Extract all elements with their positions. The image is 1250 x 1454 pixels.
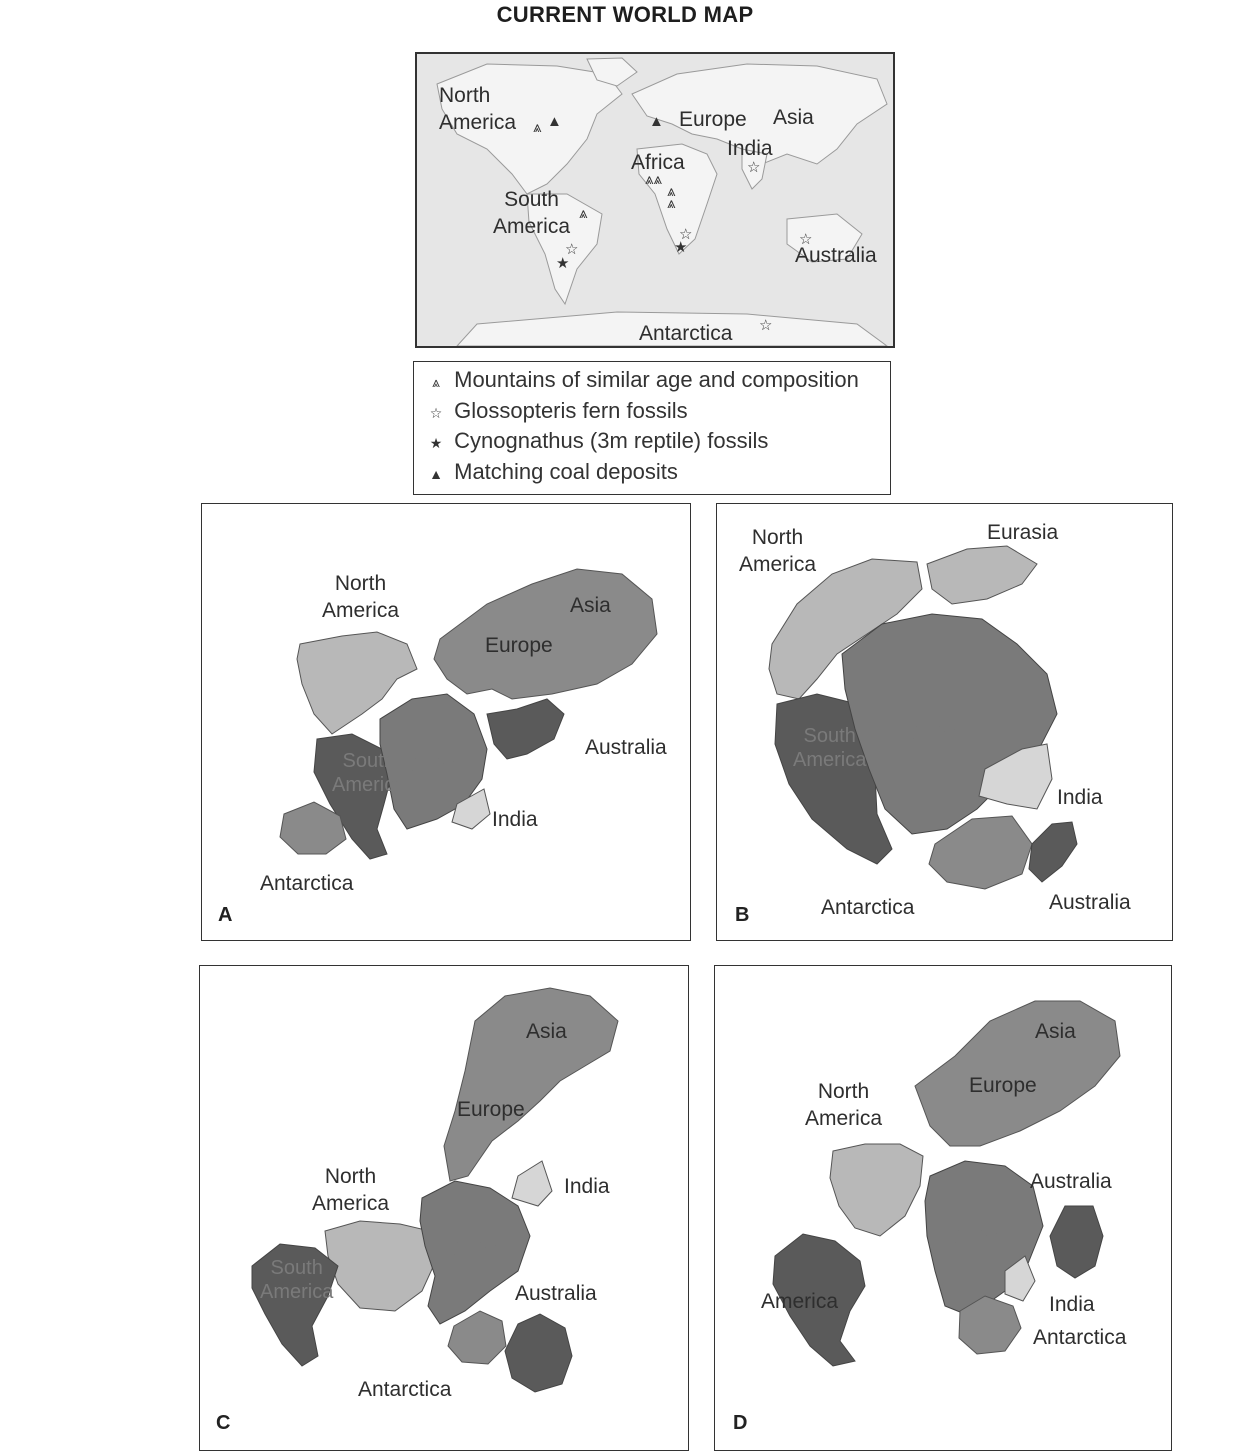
- b-label-eurasia: Eurasia: [987, 521, 1059, 544]
- a-australia-shape: [487, 699, 564, 759]
- option-a-map[interactable]: [201, 503, 691, 941]
- d-label-antarctica: Antarctica: [1033, 1326, 1127, 1349]
- c-label-africa: Africa: [452, 1239, 504, 1261]
- d-label-africa: Africa: [953, 1227, 1005, 1249]
- c-label-antarctica: Antarctica: [358, 1378, 452, 1401]
- d-label-asia: Asia: [1035, 1020, 1076, 1043]
- current-world-map: [415, 52, 895, 348]
- c-antarctica-shape: [448, 1311, 506, 1364]
- filled-star-icon: ★: [674, 239, 688, 256]
- d-label-north-america: North America: [805, 1080, 883, 1130]
- b-label-north-america: North America: [739, 526, 817, 576]
- world-label-south-america: South America: [493, 188, 571, 238]
- mountain-icon: ⩓: [667, 195, 676, 212]
- map-legend: [413, 361, 891, 495]
- mountain-icon: ⩓: [432, 374, 440, 390]
- coal-deposit-icon: ▲: [649, 113, 664, 130]
- c-eurasia-shape: [444, 988, 618, 1181]
- world-label-europe: Europe: [679, 108, 747, 131]
- open-star-icon: ☆: [799, 231, 813, 248]
- b-label-africa: Africa: [911, 723, 963, 745]
- b-label-south-america: South America: [793, 725, 867, 771]
- b-label-australia: Australia: [1049, 891, 1131, 914]
- open-star-icon: ☆: [679, 226, 693, 243]
- mountain-icon: ⩓: [533, 119, 542, 136]
- world-label-antarctica: Antarctica: [639, 322, 733, 345]
- world-label-africa: Africa: [631, 151, 685, 174]
- d-label-south-america: America: [761, 1290, 839, 1313]
- d-label-europe: Europe: [969, 1074, 1037, 1097]
- a-label-australia: Australia: [585, 736, 667, 759]
- b-eurasia-shape: [927, 546, 1037, 604]
- a-label-south-america: South America: [332, 750, 406, 796]
- option-b-letter: B: [735, 904, 750, 926]
- c-label-australia: Australia: [515, 1282, 597, 1305]
- world-label-asia: Asia: [773, 106, 814, 129]
- coal-deposit-icon: ▲: [547, 113, 562, 130]
- c-north-america-shape: [325, 1221, 438, 1311]
- c-india-shape: [512, 1161, 552, 1206]
- a-label-asia: Asia: [570, 594, 611, 617]
- filled-star-icon: ★: [429, 435, 443, 451]
- b-label-antarctica: Antarctica: [821, 896, 915, 919]
- open-star-icon: ☆: [759, 317, 773, 334]
- option-c-letter: C: [216, 1412, 231, 1434]
- b-australia-shape: [1029, 822, 1077, 882]
- option-d-map[interactable]: [714, 965, 1172, 1451]
- world-label-north-america: North America: [439, 84, 517, 134]
- open-star-icon: ☆: [565, 241, 579, 258]
- c-label-asia: Asia: [526, 1020, 567, 1043]
- page-title: CURRENT WORLD MAP: [496, 2, 754, 27]
- legend-item-glossopteris: ☆ Glossopteris fern fossils: [424, 398, 688, 424]
- c-label-india: India: [564, 1175, 610, 1198]
- a-label-antarctica: Antarctica: [260, 872, 354, 895]
- d-north-america-shape: [830, 1144, 923, 1236]
- c-australia-shape: [505, 1314, 572, 1392]
- option-c-map[interactable]: [199, 965, 689, 1451]
- a-label-europe: Europe: [485, 634, 553, 657]
- c-label-north-america: North America: [312, 1165, 390, 1215]
- option-b-map[interactable]: [716, 503, 1173, 941]
- open-star-icon: ☆: [747, 159, 761, 176]
- a-label-india: India: [492, 808, 538, 831]
- legend-item-mountains: ⩓ Mountains of similar age and composition: [424, 367, 859, 393]
- d-label-australia: Australia: [1030, 1170, 1112, 1193]
- mountain-icon: ⩓⩓: [645, 171, 662, 188]
- c-label-south-america: South America: [260, 1257, 334, 1303]
- legend-item-coal: ▲ Matching coal deposits: [424, 459, 678, 485]
- c-label-europe: Europe: [457, 1098, 525, 1121]
- a-label-north-america: North America: [322, 572, 400, 622]
- world-label-india: India: [727, 137, 773, 160]
- option-a-letter: A: [218, 904, 233, 926]
- a-label-africa: Africa: [410, 755, 462, 777]
- open-star-icon: ☆: [429, 405, 443, 421]
- coal-deposit-icon: ▲: [429, 466, 443, 482]
- b-label-india: India: [1057, 786, 1103, 809]
- legend-item-cynognathus: ★ Cynognathus (3m reptile) fossils: [424, 428, 768, 454]
- mountain-icon: ⩓: [667, 183, 676, 200]
- filled-star-icon: ★: [556, 255, 570, 272]
- world-label-australia: Australia: [795, 244, 877, 267]
- mountain-icon: ⩓: [579, 205, 588, 222]
- option-d-letter: D: [733, 1412, 748, 1434]
- d-australia-shape: [1050, 1206, 1103, 1278]
- d-label-india: India: [1049, 1293, 1095, 1316]
